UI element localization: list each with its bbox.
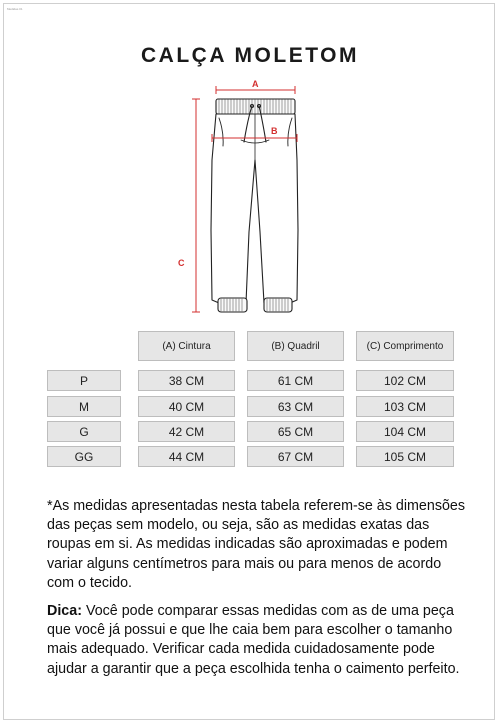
value-gg-cintura: 44 CM [138,446,235,467]
sheet-label: Medidas 01 [7,7,23,11]
pants-outline [211,114,298,303]
size-label-m: M [47,396,121,417]
dimension-label-c: C [178,258,185,268]
tip-label: Dica: [47,603,82,619]
tip-paragraph [47,602,467,679]
dimension-label-b: B [271,126,278,136]
size-label-p: P [47,370,121,391]
header-cintura: (A) Cintura [138,331,235,361]
header-comprimento: (C) Comprimento [356,331,454,361]
value-g-comprimento: 104 CM [356,421,454,442]
cuff-left [218,298,247,312]
value-gg-comprimento: 105 CM [356,446,454,467]
value-m-quadril: 63 CM [247,396,344,417]
pants-drawing [0,0,500,330]
size-label-gg: GG [47,446,121,467]
tip-text: Você pode comparar essas medidas com as de uma peça que você já possui e que lhe caia bem para escolher o tamanho mais adequado. Verificar cada medida cuidadosamente pode ajudar a garantir que a peça escolhida tenha o caimento perfeito. [47,603,460,677]
value-g-quadril: 65 CM [247,421,344,442]
value-p-quadril: 61 CM [247,370,344,391]
value-g-cintura: 42 CM [138,421,235,442]
header-quadril: (B) Quadril [247,331,344,361]
value-p-comprimento: 102 CM [356,370,454,391]
measurement-note: *As medidas apresentadas nesta tabela referem-se às dimensões das peças sem modelo, ou seja, são as medidas exatas das roupas em si. As medidas indicadas são aproximadas e podem variar alguns centímetros para mais ou para menos de acordo com o tecido. [47,498,466,591]
value-p-cintura: 38 CM [138,370,235,391]
page-title: CALÇA MOLETOM [141,44,359,67]
pocket-right [288,118,292,146]
pocket-left [219,118,223,146]
size-label-g: G [47,421,121,442]
value-gg-quadril: 67 CM [247,446,344,467]
value-m-cintura: 40 CM [138,396,235,417]
value-m-comprimento: 103 CM [356,396,454,417]
dimension-label-a: A [252,79,259,89]
